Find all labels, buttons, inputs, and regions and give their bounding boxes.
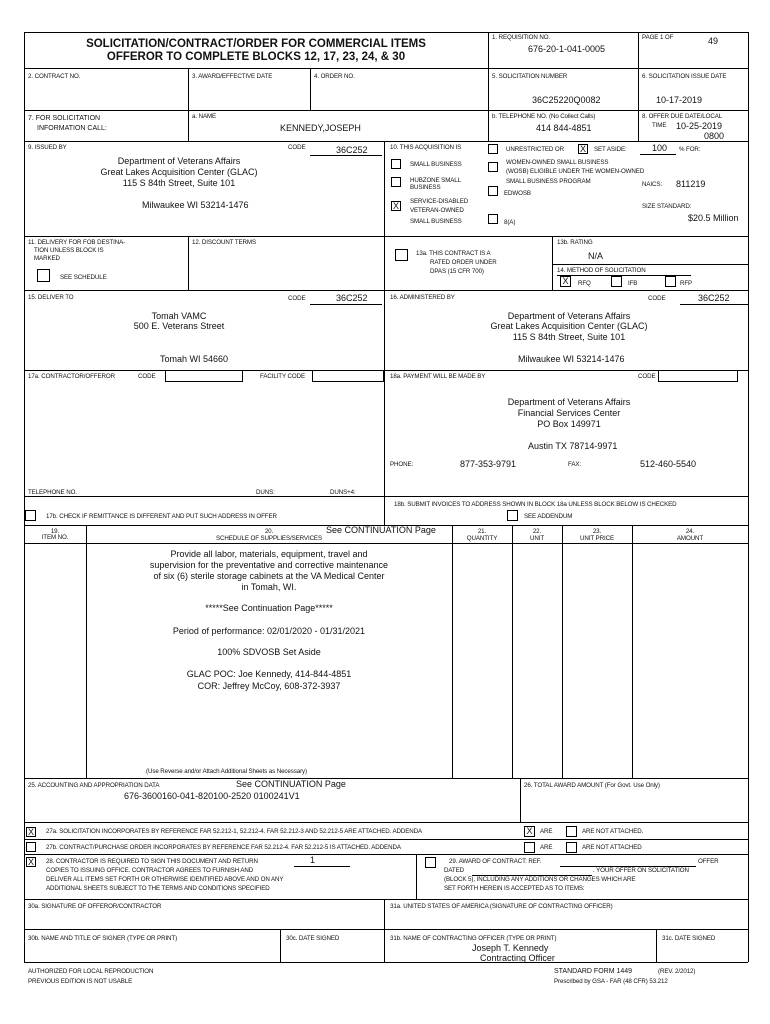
rated-order-checkbox[interactable] <box>395 249 408 261</box>
schedule-description: in Tomah, WI. <box>241 582 297 592</box>
29-offer-label: OFFER <box>698 858 719 865</box>
footer-edition: PREVIOUS EDITION IS NOT USABLE <box>28 978 133 985</box>
27a-not-label: ARE NOT ATTACHED. <box>582 828 644 835</box>
requisition-label: 1. REQUISITION NO. <box>492 34 551 41</box>
col-item-no: 19. <box>50 528 60 535</box>
rfq-label: RFQ <box>578 280 591 287</box>
delivery-label: TION UNLESS BLOCK IS <box>34 247 104 254</box>
code-label: CODE <box>638 373 656 380</box>
28-label: ADDITIONAL SHEETS SUBJECT TO THE TERMS AND CONDITIONS SPECIFIED <box>46 885 270 892</box>
col-schedule: 20. <box>264 528 274 535</box>
footer-reproduction: AUTHORIZED FOR LOCAL REPRODUCTION <box>28 968 154 975</box>
col-item-no: ITEM NO. <box>41 534 69 541</box>
payment-line: Department of Veterans Affairs <box>507 397 631 407</box>
wosb-checkbox[interactable] <box>488 162 498 172</box>
27b-label: 27b. CONTRACT/PURCHASE ORDER INCORPORATES BY REFERENCE FAR 52.212-4. FAR 52.212-5 IS ATTACHED. ADDENDA <box>46 844 401 851</box>
code-label: CODE <box>288 295 306 302</box>
27b-are-label: ARE <box>540 844 553 851</box>
code-label: CODE <box>648 295 666 302</box>
payment-phone: 877-353-9791 <box>460 459 517 469</box>
payment-city: Austin TX 78714-9971 <box>528 441 618 451</box>
form-revision: (REV. 2/2012) <box>658 968 696 975</box>
issued-by-line: Great Lakes Acquisition Center (GLAC) <box>100 167 258 177</box>
wosb-label: SMALL BUSINESS PROGRAM <box>506 178 591 185</box>
administered-by-line: 115 S 84th Street, Suite 101 <box>512 332 626 342</box>
administered-by-city: Milwaukee WI 53214-1476 <box>518 354 625 364</box>
form-subtitle: OFFEROR TO COMPLETE BLOCKS 12, 17, 23, 24, & 30 <box>106 51 406 63</box>
27a-label: 27a. SOLICITATION INCORPORATES BY REFERENCE FAR 52.212-1, 52.212-4. FAR 52.212-3 AND 52.212-5 ARE ATTACHED. ADDENDA <box>46 828 423 835</box>
unrestricted-label: UNRESTRICTED OR <box>506 146 564 153</box>
contractor-telephone-label: TELEPHONE NO. <box>28 489 77 496</box>
issued-by-line: Department of Veterans Affairs <box>117 156 241 166</box>
deliver-to-line: Tomah VAMC <box>151 311 207 321</box>
deliver-to-label: 15. DELIVER TO <box>28 294 74 301</box>
requisition-number[interactable]: 676-20-1-041-0005 <box>528 44 606 54</box>
size-standard-label: SIZE STANDARD: <box>642 203 692 210</box>
total-award-label: 26. TOTAL AWARD AMOUNT (For Govt. Use Only) <box>524 782 660 789</box>
acquisition-label: 10. THIS ACQUISITION IS <box>390 144 462 151</box>
deliver-to-line: 500 E. Veterans Street <box>133 321 225 331</box>
duns-label: DUNS: <box>256 489 275 496</box>
payment-code-input[interactable] <box>658 370 738 382</box>
hubzone-label: BUSINESS <box>410 184 441 191</box>
accounting-note: See CONTINUATION Page <box>236 779 346 789</box>
glac-poc: GLAC POC: Joe Kennedy, 414-844-4851 <box>186 669 352 679</box>
telephone-label: b. TELEPHONE NO. (No Collect Calls) <box>492 113 596 120</box>
27a-not-checkbox[interactable] <box>566 826 577 837</box>
administered-by-line: Great Lakes Acquisition Center (GLAC) <box>490 321 648 331</box>
29-label: (BLOCK 5), INCLUDING ANY ADDITIONS OR CHANGES WHICH ARE <box>444 876 636 883</box>
8a-checkbox[interactable] <box>488 214 498 224</box>
percent-for-label: % FOR: <box>679 146 701 153</box>
28-label: COPIES TO ISSUING OFFICE. CONTRACTOR AGREES TO FURNISH AND <box>46 867 254 874</box>
rated-order-label: 13a. THIS CONTRACT IS A <box>416 250 491 257</box>
rating-value: N/A <box>588 251 604 261</box>
27b-not-checkbox[interactable] <box>566 842 577 853</box>
award-date-label: 3. AWARD/EFFECTIVE DATE <box>192 73 273 80</box>
set-aside-checkbox[interactable]: X <box>579 144 586 154</box>
contractor-code-input[interactable] <box>165 370 243 382</box>
date-signed-label: 30c. DATE SIGNED <box>286 935 340 942</box>
col-quantity: QUANTITY <box>466 535 498 542</box>
facility-code-label: FACILITY CODE <box>260 373 306 380</box>
28-checkbox[interactable]: X <box>27 857 34 867</box>
col-unit-price: UNIT PRICE <box>580 535 614 542</box>
fax-label: FAX: <box>568 461 582 468</box>
form-title: SOLICITATION/CONTRACT/ORDER FOR COMMERCIAL ITEMS <box>86 38 426 50</box>
offer-due-time[interactable]: 0800 <box>704 131 725 141</box>
rfp-checkbox[interactable] <box>665 276 676 287</box>
issued-by-label: 9. ISSUED BY <box>28 144 67 151</box>
issued-by-code[interactable]: 36C252 <box>336 145 368 155</box>
hubzone-checkbox[interactable] <box>391 177 401 187</box>
administered-by-line: Department of Veterans Affairs <box>507 311 631 321</box>
sdvosb-label: VETERAN-OWNED <box>410 207 464 214</box>
27a-are-checkbox[interactable]: X <box>524 826 535 837</box>
delivery-label: MARKED <box>34 255 60 262</box>
schedule-continuation-note: See CONTINUATION Page <box>326 525 436 535</box>
27a-are-label: ARE <box>540 828 553 835</box>
sdvosb-checkbox[interactable]: X <box>392 201 399 211</box>
rfq-checkbox[interactable]: X <box>560 276 571 287</box>
prescribed-by: Prescribed by GSA - FAR (48 CFR) 53.212 <box>554 978 668 985</box>
rating-label: 13b. RATING <box>557 239 593 246</box>
signature-co-label: 31a. UNITED STATES OF AMERICA (SIGNATURE OF CONTRACTING OFFICER) <box>390 903 613 910</box>
sdvosb-label: SMALL BUSINESS <box>410 218 462 225</box>
wosb-label: (WOSB) ELIGIBLE UNDER THE WOMEN-OWNED <box>506 168 645 175</box>
col-unit: UNIT <box>529 535 545 542</box>
discount-terms-label: 12. DISCOUNT TERMS <box>192 239 256 246</box>
offer-due-date[interactable]: 10-25-2019 <box>676 121 723 131</box>
contractor-label: 17a. CONTRACTOR/OFFEROR <box>28 373 115 380</box>
administered-by-code[interactable]: 36C252 <box>698 293 730 303</box>
small-business-checkbox[interactable] <box>391 159 401 169</box>
see-schedule-checkbox[interactable] <box>37 269 50 282</box>
name-label: a. NAME <box>192 113 217 120</box>
form-number: STANDARD FORM 1449 <box>554 968 633 975</box>
facility-code-input[interactable] <box>312 370 384 382</box>
co-name-label: 31b. NAME OF CONTRACTING OFFICER (TYPE OR PRINT) <box>390 935 557 942</box>
copies-count[interactable]: 1 <box>310 855 316 865</box>
contract-no-label: 2. CONTRACT NO. <box>28 73 81 80</box>
contracting-officer-title: Contracting Officer <box>480 953 555 963</box>
unrestricted-checkbox[interactable] <box>488 144 498 154</box>
block7-label2: INFORMATION CALL: <box>37 125 107 132</box>
schedule-description: Provide all labor, materials, equipment, travel and <box>170 549 368 559</box>
edwosb-label: EDWOSB <box>504 190 531 197</box>
wosb-label: WOMEN-OWNED SMALL BUSINESS <box>506 159 609 166</box>
delivery-label: 11. DELIVERY FOR FOB DESTINA- <box>28 239 126 246</box>
page-total: 49 <box>708 36 719 46</box>
29-label: . YOUR OFFER ON SOLICITATION <box>593 867 689 874</box>
issue-date-label: 6. SOLICITATION ISSUE DATE <box>642 73 727 80</box>
time-label: TIME <box>652 122 667 129</box>
signature-offeror-label: 30a. SIGNATURE OF OFFEROR/CONTRACTOR <box>28 903 162 910</box>
col-schedule: SCHEDULE OF SUPPLIES/SERVICES <box>216 535 322 542</box>
col-amount: AMOUNT <box>676 535 704 542</box>
27b-checkbox[interactable] <box>26 842 36 852</box>
order-no-label: 4. ORDER NO. <box>314 73 355 80</box>
rfp-label: RFP <box>680 280 693 287</box>
payment-line: PO Box 149971 <box>537 419 601 429</box>
contact-name[interactable]: KENNEDY,JOSEPH <box>280 123 361 133</box>
period-of-performance: Period of performance: 02/01/2020 - 01/31/2021 <box>172 626 366 636</box>
payment-label: 18a. PAYMENT WILL BE MADE BY <box>390 373 486 380</box>
schedule-continuation: *****See Continuation Page***** <box>205 603 333 613</box>
contact-phone[interactable]: 414 844-4851 <box>536 123 592 133</box>
29-label: 29. AWARD OF CONTRACT: REF. <box>449 858 542 865</box>
see-addendum-checkbox[interactable] <box>507 510 518 521</box>
issued-by-city: Milwaukee WI 53214-1476 <box>142 200 249 210</box>
deliver-to-code[interactable]: 36C252 <box>336 293 368 303</box>
co-date-signed-label: 31c. DATE SIGNED <box>662 935 716 942</box>
schedule-description: of six (6) sterile storage cabinets at the VA Medical Center <box>153 571 385 581</box>
set-aside-note: 100% SDVOSB Set Aside <box>217 647 321 657</box>
col-unit: 22. <box>532 528 542 535</box>
see-addendum-label: SEE ADDENDUM <box>524 513 573 520</box>
reverse-note: (Use Reverse and/or Attach Additional Sheets as Necessary) <box>146 768 308 775</box>
deliver-to-city: Tomah WI 54660 <box>160 354 229 364</box>
phone-label: PHONE: <box>390 461 414 468</box>
method-label: 14. METHOD OF SOLICITATION <box>557 267 646 274</box>
col-unit-price: 23. <box>592 528 602 535</box>
edwosb-checkbox[interactable] <box>488 186 498 196</box>
issued-by-line: 115 S 84th Street, Suite 101 <box>122 178 236 188</box>
naics-code[interactable]: 811219 <box>676 179 706 189</box>
28-label: DELIVER ALL ITEMS SET FORTH OR OTHERWISE IDENTIFIED ABOVE AND ON ANY <box>46 876 284 883</box>
ifb-checkbox[interactable] <box>611 276 622 287</box>
naics-label: NAICS: <box>642 181 663 188</box>
cor-contact: COR: Jeffrey McCoy, 608-372-3937 <box>197 681 341 691</box>
size-standard[interactable]: $20.5 Million <box>688 213 739 223</box>
27b-not-label: ARE NOT ATTACHED <box>582 844 642 851</box>
col-quantity: 21. <box>477 528 487 535</box>
29-label: SET FORTH HEREIN IS ACCEPTED AS TO ITEMS: <box>444 885 585 892</box>
sdvosb-label: SERVICE-DISABLED <box>410 198 469 205</box>
accounting-label: 25. ACCOUNTING AND APPROPRIATION DATA <box>28 782 160 789</box>
duns4-label: DUNS+4: <box>330 489 356 496</box>
schedule-description: supervision for the preventative and corrective maintenance <box>149 560 389 570</box>
col-amount: 24. <box>685 528 695 535</box>
ifb-label: IFB <box>628 280 638 287</box>
8a-label: 8(A) <box>504 219 516 226</box>
administered-by-label: 16. ADMINISTERED BY <box>390 294 455 301</box>
solicitation-number[interactable]: 36C25220Q0082 <box>532 95 601 105</box>
remittance-checkbox[interactable] <box>25 510 36 521</box>
contracting-officer-name: Joseph T. Kennedy <box>472 943 549 953</box>
rated-order-label: RATED ORDER UNDER <box>430 259 497 266</box>
28-label: 28. CONTRACTOR IS REQUIRED TO SIGN THIS DOCUMENT AND RETURN <box>46 858 258 865</box>
rated-order-label: DPAS (15 CFR 700) <box>430 268 484 275</box>
remittance-label: 17b. CHECK IF REMITTANCE IS DIFFERENT AND PUT SUCH ADDRESS IN OFFER <box>46 513 277 520</box>
issue-date[interactable]: 10-17-2019 <box>656 95 703 105</box>
block7-label: 7. FOR SOLICITATION <box>28 115 101 122</box>
27b-are-checkbox[interactable] <box>524 842 535 853</box>
set-aside-percent[interactable]: 100 <box>652 143 668 153</box>
small-business-label: SMALL BUSINESS <box>410 161 462 168</box>
27a-checkbox[interactable]: X <box>27 827 34 837</box>
solicitation-number-label: 5. SOLICITATION NUMBER <box>492 73 568 80</box>
29-dated-label: DATED <box>444 867 465 874</box>
code-label: CODE <box>138 373 156 380</box>
payment-line: Financial Services Center <box>517 408 621 418</box>
offer-due-label: 8. OFFER DUE DATE/LOCAL <box>642 113 723 120</box>
signer-name-label: 30b. NAME AND TITLE OF SIGNER (TYPE OR PRINT) <box>28 935 178 942</box>
accounting-data[interactable]: 676-3600160-041-820100-2520 0100241V1 <box>124 791 300 801</box>
29-checkbox[interactable] <box>425 857 436 868</box>
set-aside-label: SET ASIDE: <box>594 146 627 153</box>
page-label: PAGE 1 OF <box>642 34 674 41</box>
hubzone-label: HUBZONE SMALL <box>410 177 461 184</box>
code-label: CODE <box>288 144 306 151</box>
see-schedule-label: SEE SCHEDULE <box>60 274 107 281</box>
submit-invoices-label: 18b. SUBMIT INVOICES TO ADDRESS SHOWN IN BLOCK 18a UNLESS BLOCK BELOW IS CHECKED <box>394 501 677 508</box>
payment-fax: 512-460-5540 <box>640 459 697 469</box>
